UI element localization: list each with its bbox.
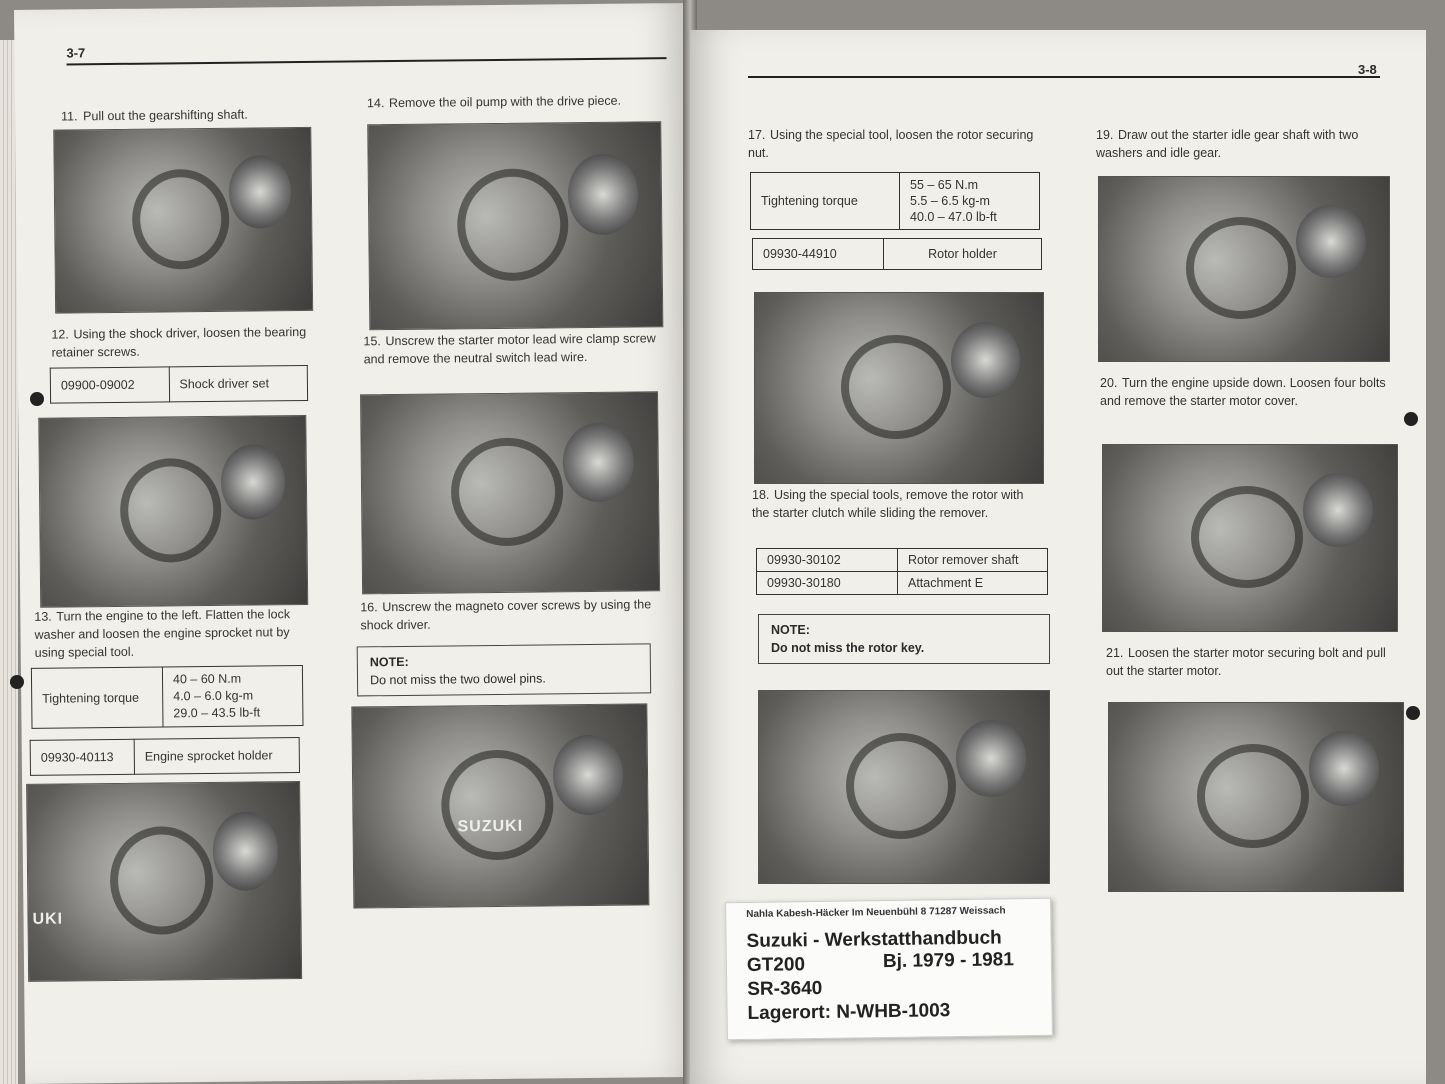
tool-row: [757, 572, 1048, 595]
torque-value-kgm: 5.5 – 6.5 kg-m: [910, 194, 990, 208]
photo-step-17: [754, 292, 1044, 484]
photo-step-14: [367, 121, 663, 330]
tool-name: Shock driver set: [169, 365, 308, 401]
step-19: 19. Draw out the starter idle gear shaft with two washers and idle gear.: [1096, 128, 1359, 160]
tool-code: 09930-30102: [757, 549, 898, 572]
header-rule: [67, 57, 667, 65]
photo-step-18: [758, 690, 1050, 884]
tool-name: Attachment E: [898, 572, 1048, 595]
torque-value-nm: 40 – 60 N.m: [172, 671, 242, 687]
photo-step-21: [1108, 702, 1404, 892]
photo-step-20: [1102, 444, 1398, 632]
torque-table-17: [750, 172, 1040, 230]
tool-name: Rotor holder: [884, 239, 1042, 270]
photo-step-13: [26, 781, 302, 982]
sticker-location: Lagerort: N-WHB-1003: [747, 1000, 951, 1024]
sticker-code: SR-3640: [747, 977, 823, 1000]
step-21: 21. Loosen the starter motor securing bolt and pull out the starter motor.: [1106, 646, 1386, 678]
torque-label: Tightening torque: [751, 173, 900, 230]
step-18: 18. Using the special tools, remove the rotor with the starter clutch while sliding the remover.: [752, 488, 1024, 520]
torque-value-kgm: 4.0 – 6.0 kg-m: [173, 688, 254, 704]
note-step-18: NOTE: Do not miss the rotor key.: [758, 614, 1050, 664]
step-13: 13. Turn the engine to the left. Flatten the lock washer and loosen the engine sprocket nut by using special tool.: [34, 607, 291, 660]
tool-table-shock-driver: [50, 365, 308, 404]
photo-step-16: [351, 703, 649, 908]
sticker-address: Nahla Kabesh-Häcker Im Neuenbühl 8 71287 Weissach: [746, 905, 1006, 920]
sticker-years: Bj. 1979 - 1981: [882, 949, 1015, 973]
step-17: 17. Using the special tool, loosen the rotor securing nut.: [748, 128, 1034, 160]
page-number: 3-7: [66, 45, 86, 61]
step-16: 16. Unscrew the magneto cover screws by using the shock driver.: [360, 597, 652, 633]
torque-values: [900, 173, 1040, 230]
note-step-16: NOTE: Do not miss the two dowel pins.: [357, 643, 652, 696]
tool-table-sprocket: [30, 737, 300, 776]
cover-badge-partial: UKI: [32, 910, 64, 928]
binder-hole: [10, 675, 24, 689]
step-12: 12. Using the shock driver, loosen the bearing retainer screws.: [51, 324, 307, 360]
photo-step-12: [38, 415, 308, 608]
binder-hole: [1406, 706, 1420, 720]
sticker-model: GT200: [746, 954, 806, 976]
step-14: 14. Remove the oil pump with the drive piece.: [366, 93, 622, 111]
inventory-sticker: [725, 898, 1053, 1041]
torque-label: Tightening torque: [31, 667, 163, 728]
tool-code: 09930-40113: [30, 739, 134, 775]
torque-values: [162, 666, 303, 727]
torque-value-lbft: 40.0 – 47.0 lb-ft: [910, 210, 997, 224]
photo-step-15: [360, 391, 660, 594]
step-15: 15. Unscrew the starter motor lead wire clamp screw and remove the neutral switch lead wire.: [363, 331, 656, 367]
tool-code: 09930-30180: [757, 572, 898, 595]
binder-hole: [30, 392, 44, 406]
photo-step-19: [1098, 176, 1390, 362]
tool-table-rotor-holder: [752, 238, 1042, 270]
header-rule: [748, 76, 1380, 78]
tool-table-18: [756, 548, 1048, 595]
photo-step-11: [53, 127, 313, 314]
torque-value-nm: 55 – 65 N.m: [910, 178, 979, 192]
page-number: 3-8: [1358, 62, 1377, 77]
tool-code: 09900-09002: [50, 367, 169, 403]
tool-name: Rotor remover shaft: [898, 549, 1048, 572]
left-page: [14, 3, 697, 1084]
torque-value-lbft: 29.0 – 43.5 lb-ft: [173, 705, 261, 721]
binder-hole: [1404, 412, 1418, 426]
tool-row: [757, 549, 1048, 572]
torque-table-13: [31, 665, 304, 729]
tool-name: Engine sprocket holder: [134, 738, 299, 775]
step-11: 11. Pull out the gearshifting shaft.: [61, 107, 248, 124]
step-20: 20. Turn the engine upside down. Loosen four bolts and remove the starter motor cover.: [1100, 376, 1386, 408]
tool-code: 09930-44910: [753, 239, 884, 270]
cover-badge: SUZUKI: [457, 817, 524, 836]
sticker-title: Suzuki - Werkstatthandbuch: [746, 927, 1002, 952]
